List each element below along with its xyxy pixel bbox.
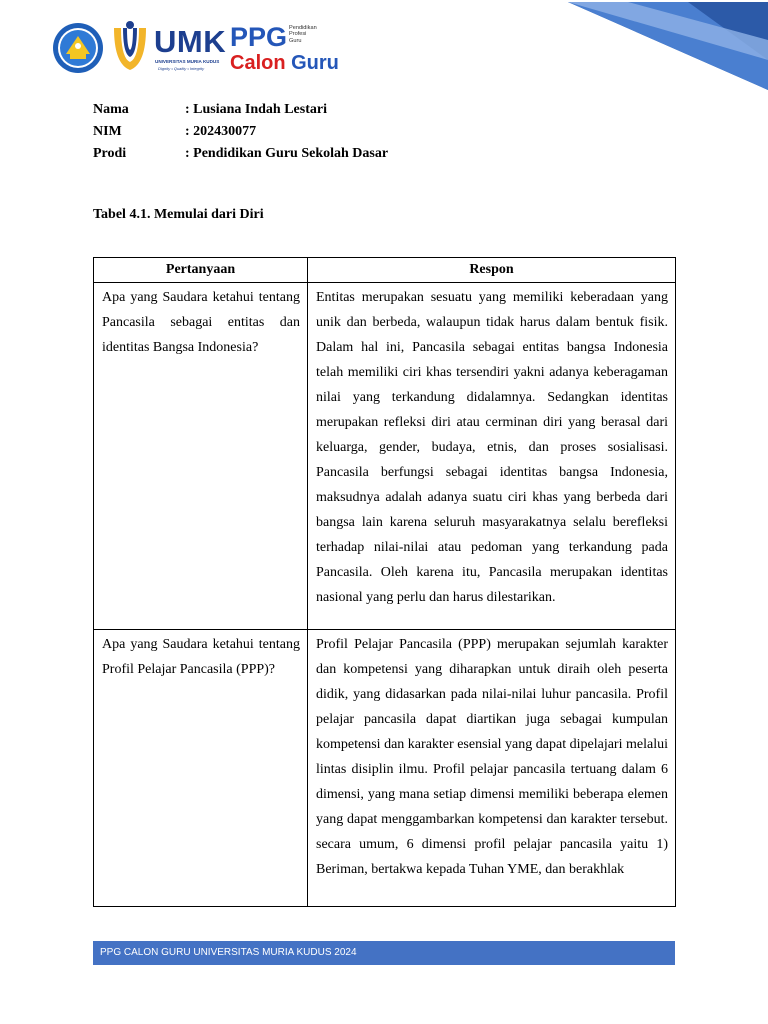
question-cell: Apa yang Saudara ketahui tentang Profil Pelajar Pancasila (PPP)?	[94, 630, 308, 907]
kemendikbud-logo-icon	[52, 22, 104, 74]
table-title: Tabel 4.1. Memulai dari Diri	[93, 207, 264, 222]
info-value: : Pendidikan Guru Sekolah Dasar	[185, 146, 389, 161]
calon-text: Calon	[230, 52, 286, 74]
header-corner-decoration	[568, 0, 768, 90]
umk-logo-icon	[110, 20, 150, 78]
table-row	[94, 630, 676, 907]
ppg-small-line: Guru	[289, 37, 302, 44]
calon-guru-logo-text	[230, 52, 339, 74]
student-info	[93, 99, 388, 165]
response-cell: Profil Pelajar Pancasila (PPP) merupakan sejumlah karakter dan kompetensi yang diharapkan untuk diraih oleh peserta didik, yang didasarkan pada nilai-nilai luhur pancasila. Profil pelajar pancasila dapat diartikan juga sebagai kumpulan kompetensi dan karakter esensial yang dapat dipelajari melalui lintas disiplin ilmu. Profil pelajar pancasila tertuang dalam 6 dimensi, yang mana setiap dimensi memiliki beberapa elemen yang dapat menggambarkan kompetensi dan karakter tersebut. secara umum, 6 dimensi profil pelajar pancasila yaitu 1) Beriman, bertakwa kepada Tuhan YME, dan berakhlak	[308, 630, 676, 907]
umk-logo-text: UMK	[154, 24, 227, 59]
info-value: : Lusiana Indah Lestari	[185, 102, 327, 117]
umk-motto: Dignity • Quality • Integrity	[158, 66, 205, 71]
page-footer: PPG CALON GURU UNIVERSITAS MURIA KUDUS 2024	[93, 941, 675, 965]
column-header-pertanyaan: Pertanyaan	[94, 258, 308, 283]
info-row-nama	[93, 99, 388, 121]
info-label: Prodi	[93, 146, 127, 161]
question-cell: Apa yang Saudara ketahui tentang Pancasila sebagai entitas dan identitas Bangsa Indonesia?	[94, 283, 308, 630]
umk-subtitle: UNIVERSITAS MURIA KUDUS	[155, 59, 220, 64]
info-label: NIM	[93, 124, 122, 139]
ppg-small-line: Pendidikan	[289, 25, 317, 31]
column-header-respon: Respon	[308, 258, 676, 283]
guru-text: Guru	[291, 52, 339, 74]
info-row-prodi	[93, 143, 388, 165]
ppg-small-line: Profesi	[289, 31, 307, 38]
ppg-small-text	[289, 25, 317, 44]
info-label: Nama	[93, 102, 129, 117]
reflection-table	[93, 257, 676, 907]
ppg-logo-text: PPG	[230, 22, 288, 52]
response-cell: Entitas merupakan sesuatu yang memiliki keberadaan yang unik dan berbeda, walaupun tidak harus dalam bentuk fisik. Dalam hal ini, Pancasila sebagai entitas bangsa Indonesia telah memiliki ciri khas tersendiri yakni adanya keberagaman nilai yang terkandung didalamnya. Sedangkan identitas merupakan refleksi diri atau cerminan diri yang berasal dari keluarga, gender, budaya, etnis, dan proses sosialisasi. Pancasila berfungsi sebagai identitas bangsa Indonesia, maksudnya adalah adanya suatu ciri khas yang berbeda dari bangsa lain karena seluruh masyarakatnya selalu berefleksi terhadap nilai-nilai atau pedoman yang terkandung pada Pancasila. Oleh karena itu, Pancasila merupakan identitas nasional yang perlu dan harus dilestarikan.	[308, 283, 676, 630]
table-header-row	[94, 258, 676, 283]
info-row-nim	[93, 121, 388, 143]
table-row	[94, 283, 676, 630]
info-value: : 202430077	[185, 124, 257, 139]
